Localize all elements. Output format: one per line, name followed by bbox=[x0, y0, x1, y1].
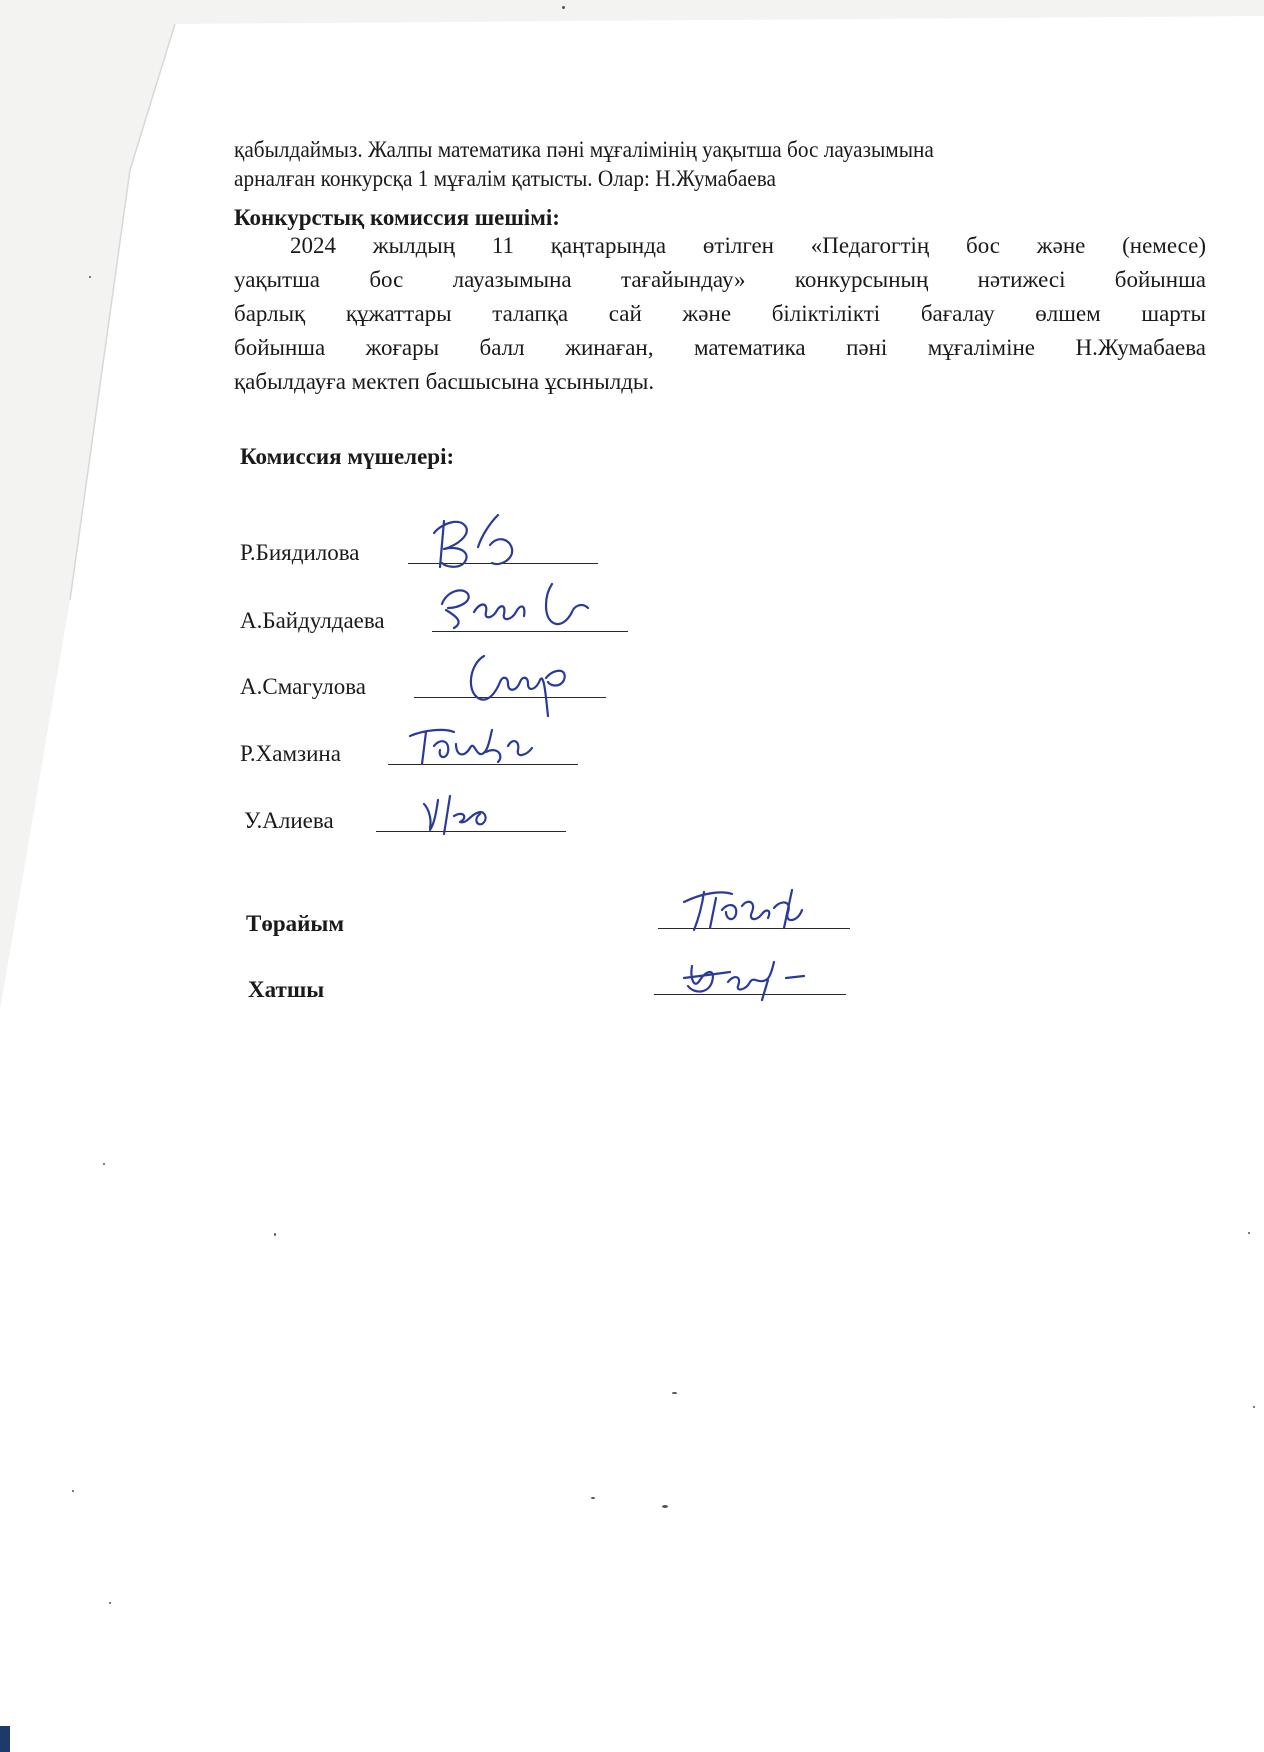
signature-4 bbox=[404, 716, 554, 776]
intro-line-1: қабылдаймыз. Жалпы математика пәні мұғалімінің уақытша бос лауазымына bbox=[234, 137, 934, 162]
secretary-label: Хатшы bbox=[248, 977, 325, 1002]
member-name-2: А.Байдулдаева bbox=[240, 608, 385, 633]
intro-line-2: арналған конкурсқа 1 мұғалім қатысты. Олар: Н.Жумабаева bbox=[234, 166, 776, 191]
member-name-1: Р.Биядилова bbox=[240, 540, 360, 565]
signature-2 bbox=[432, 572, 632, 642]
member-name-4: Р.Хамзина bbox=[240, 741, 341, 766]
decision-line-3: барлық құжаттары талапқа сай және біліктілікті бағалау өлшем шарты bbox=[234, 301, 1206, 326]
member-name-5: У.Алиева bbox=[244, 808, 334, 833]
scan-speck bbox=[89, 276, 91, 278]
decision-line-4: бойынша жоғары балл жинаған, математика пәні мұғаліміне Н.Жумабаева bbox=[234, 335, 1206, 360]
signature-5 bbox=[410, 790, 520, 840]
commission-heading: Комиссия мүшелері: bbox=[240, 444, 455, 469]
decision-line-1: 2024 жылдың 11 қаңтарында өтілген «Педагогтің бос және (немесе) bbox=[290, 233, 1206, 258]
chair-signature bbox=[676, 880, 836, 940]
scanner-edge-strip bbox=[0, 1726, 10, 1752]
scan-speck bbox=[1253, 1406, 1255, 1408]
scan-speck bbox=[562, 6, 565, 9]
signature-3 bbox=[460, 642, 590, 722]
secretary-signature bbox=[676, 950, 836, 1010]
scan-speck bbox=[72, 1490, 74, 1492]
scan-speck bbox=[274, 1233, 276, 1236]
scan-speck bbox=[109, 1602, 111, 1604]
scan-speck bbox=[103, 1163, 105, 1165]
decision-line-2: уақытша бос лауазымына тағайындау» конкурсының нәтижесі бойынша bbox=[234, 267, 1206, 292]
scan-speck bbox=[591, 1497, 595, 1499]
signature-1 bbox=[420, 505, 560, 580]
chair-label: Төрайым bbox=[246, 911, 345, 936]
decision-heading: Конкурстық комиссия шешімі: bbox=[234, 205, 560, 230]
scan-speck bbox=[662, 1505, 668, 1508]
decision-line-5: қабылдауға мектеп басшысына ұсынылды. bbox=[234, 369, 655, 394]
scan-speck bbox=[1248, 1232, 1250, 1234]
member-name-3: А.Смагулова bbox=[240, 674, 366, 699]
scan-speck bbox=[672, 1392, 677, 1394]
